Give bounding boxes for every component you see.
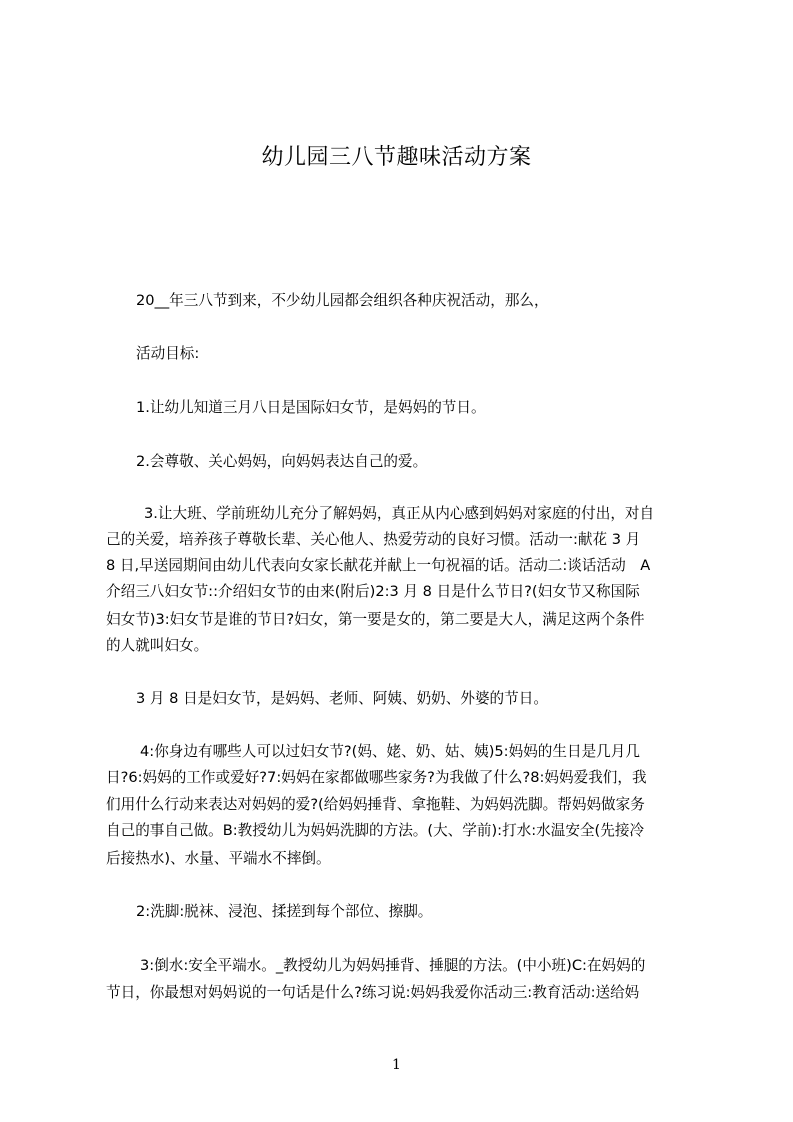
- paragraph-line: 活动目标:: [136, 345, 200, 362]
- paragraph-line: 妇女节)3:妇女节是谁的节日?妇女，第一要是女的，第二要是大人，满足这两个条件: [106, 611, 645, 628]
- paragraph-line: 自己的事自己做。B:教授幼儿为妈妈洗脚的方法。(大、学前):打水:水温安全(先接冷: [106, 822, 645, 839]
- paragraph-line: 后接热水)、水量、平端水不摔倒。: [106, 850, 331, 867]
- paragraph-line: 8 日,早送园期间由幼儿代表向女家长献花并献上一句祝福的话。活动二:谈话活动 A: [106, 557, 651, 574]
- paragraph-line: 20__年三八节到来，不少幼儿园都会组织各种庆祝活动，那么，: [136, 292, 549, 309]
- paragraph-line: 们用什么行动来表达对妈妈的爱?(给妈妈捶背、拿拖鞋、为妈妈洗脚。帮妈妈做家务: [106, 796, 645, 813]
- paragraph-line: 3:倒水:安全平端水。_教授幼儿为妈妈捶背、捶腿的方法。(中小班)C:在妈妈的: [140, 957, 646, 974]
- paragraph-line: 2:洗脚:脱袜、浸泡、揉搓到每个部位、擦脚。: [136, 903, 433, 920]
- page-number: 1: [392, 1057, 401, 1073]
- document-title: 幼儿园三八节趣味活动方案: [261, 145, 532, 170]
- paragraph-line: 己的关爱，培养孩子尊敬长辈、关心他人、热爱劳动的良好习惯。活动一:献花 3 月: [106, 531, 641, 548]
- paragraph-line: 的人就叫妇女。: [106, 637, 209, 654]
- paragraph-line: 节日，你最想对妈妈说的一句话是什么?练习说:妈妈我爱你活动三:教育活动:送给妈: [106, 984, 640, 1001]
- paragraph-line: 介绍三八妇女节::介绍妇女节的由来(附后)2:3 月 8 日是什么节日?(妇女节又称国际: [106, 583, 640, 600]
- paragraph-line: 1.让幼儿知道三月八日是国际妇女节，是妈妈的节日。: [136, 399, 486, 416]
- paragraph-line: 日?6:妈妈的工作或爱好?7:妈妈在家都做哪些家务?为我做了什么?8:妈妈爱我们，我: [106, 769, 647, 786]
- paragraph-line: 3.让大班、学前班幼儿充分了解妈妈，真正从内心感到妈妈对家庭的付出，对自: [144, 505, 655, 522]
- paragraph-line: 3 月 8 日是妇女节，是妈妈、老师、阿姨、奶奶、外婆的节日。: [136, 690, 548, 707]
- paragraph-line: 2.会尊敬、关心妈妈，向妈妈表达自己的爱。: [136, 453, 428, 470]
- paragraph-line: 4:你身边有哪些人可以过妇女节?(妈、姥、奶、姑、姨)5:妈妈的生日是几月几: [140, 743, 640, 760]
